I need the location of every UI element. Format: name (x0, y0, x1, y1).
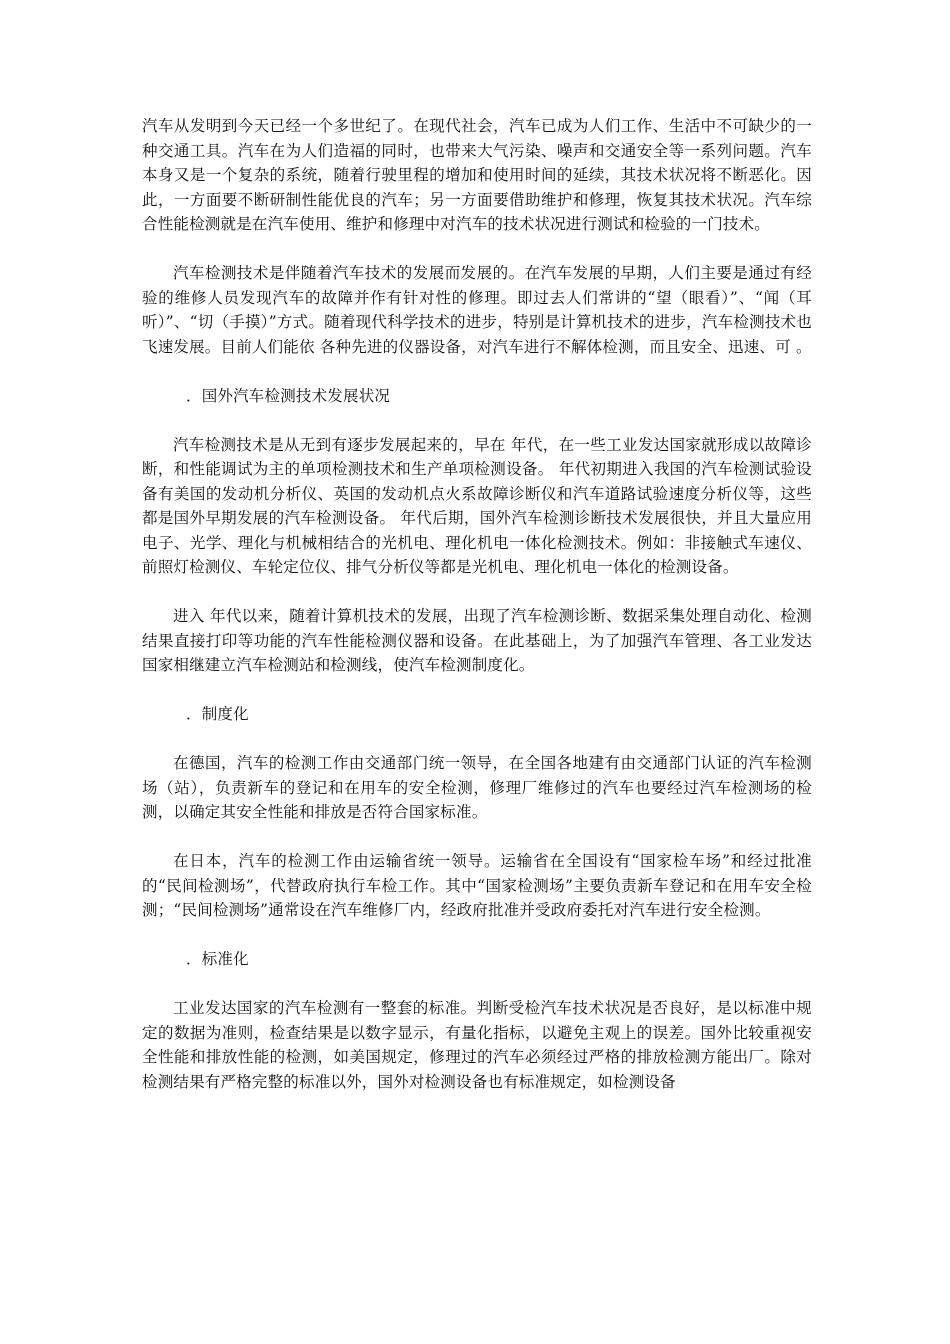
paragraph-japan: 在日本，汽车的检测工作由运输省统一领导。运输省在全国设有“国家检车场”和经过批准的“民间检测场”，代替政府执行车检工作。其中“国家检测场”主要负责新车登记和在用车安全检测；“民间检测场”通常设在汽车维修厂内，经政府批准并受政府委托对汽车进行安全检测。 (142, 852, 812, 919)
paragraph-detection-history: 汽车检测技术是伴随着汽车技术的发展而发展的。在汽车发展的早期，人们主要是通过有经验的维修人员发现汽车的故障并作有针对性的修理。即过去人们常讲的“望（眼看）”、“闻（耳听）”、“切（手摸）”方式。随着现代科学技术的进步，特别是计算机技术的进步，汽车检测技术也飞速发展。目前人们能依 各种先进的仪器设备，对汽车进行不解体检测，而且安全、迅速、可 。 (142, 264, 812, 356)
section-heading-standardization: ．标准化 (186, 950, 249, 968)
paragraph-standards: 工业发达国家的汽车检测有一整套的标准。判断受检汽车技术状况是否良好，是以标准中规定的数据为准则，检查结果是以数字显示，有量化指标，以避免主观上的误差。国外比较重视安全性能和排放性能的检测，如美国规定，修理过的汽车必须经过严格的排放检测方能出厂。除对检测结果有严格完整的标准以外，国外对检测设备也有标准规定，如检测设备 (142, 999, 812, 1091)
document-page (142, 114, 812, 1119)
section-heading-institutionalization: ．制度化 (186, 705, 249, 723)
paragraph-germany: 在德国，汽车的检测工作由交通部门统一领导，在全国各地建有由交通部门认证的汽车检测场（站），负责新车的登记和在用车的安全检测，修理厂维修过的汽车也要经过汽车检测场的检测，以确定其安全性能和排放是否符合国家标准。 (142, 754, 812, 821)
paragraph-intro: 汽车从发明到今天已经一个多世纪了。在现代社会，汽车已成为人们工作、生活中不可缺少的一种交通工具。汽车在为人们造福的同时，也带来大气污染、噪声和交通安全等一系列问题。汽车本身又是一个复杂的系统，随着行驶里程的增加和使用时间的延续，其技术状况将不断恶化。因此，一方面要不断研制性能优良的汽车；另一方面要借助维护和修理，恢复其技术状况。汽车综合性能检测就是在汽车使用、维护和修理中对汽车的技术状况进行测试和检验的一门技术。 (142, 117, 812, 233)
paragraph-early-development: 汽车检测技术是从无到有逐步发展起来的，早在 年代，在一些工业发达国家就形成以故障诊断，和性能调试为主的单项检测技术和生产单项检测设备。 年代初期进入我国的汽车检测试验设备有美国的发动机分析仪、英国的发动机点火系故障诊断仪和汽车道路试验速度分析仪等，这些都是国外早期发展的汽车检测设备。 年代后期，国外汽车检测诊断技术发展很快，并且大量应用电子、光学、理化与机械相结合的光机电、理化机电一体化检测技术。例如：非接触式车速仪、前照灯检测仪、车轮定位仪、排气分析仪等都是光机电、理化机电一体化的检测设备。 (142, 435, 812, 576)
section-heading-foreign-status: ．国外汽车检测技术发展状况 (186, 386, 391, 405)
paragraph-computer-era: 进入 年代以来，随着计算机技术的发展，出现了汽车检测诊断、数据采集处理自动化、检测结果直接打印等功能的汽车性能检测仪器和设备。在此基础上，为了加强汽车管理、各工业发达国家相继建立汽车检测站和检测线，使汽车检测制度化。 (142, 607, 812, 674)
